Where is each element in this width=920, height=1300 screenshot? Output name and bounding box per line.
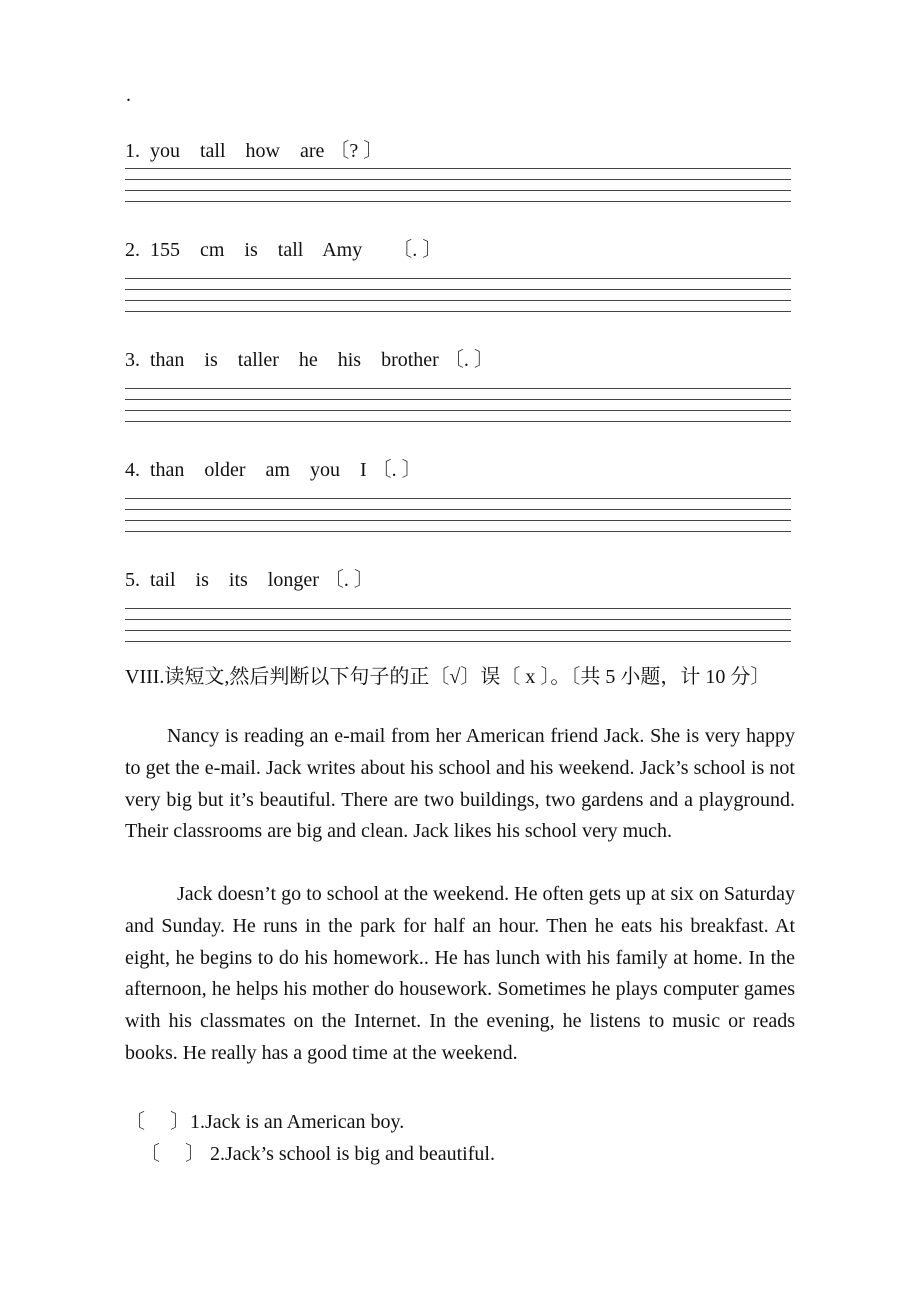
passage-paragraph-1: Nancy is reading an e-mail from her American friend Jack. She is very happy to get the e-mail. Jack writes about his school and his weekend. Jack’s school is not very big but it’s beautiful. There are two buildings, two gardens and a playground. Their classrooms are big and clean. Jack likes his school very much. bbox=[125, 725, 795, 843]
answer-lines-3[interactable] bbox=[125, 388, 791, 424]
judgment-item-1[interactable]: 〔 〕1.Jack is an American boy. bbox=[125, 1111, 405, 1133]
answer-lines-1[interactable] bbox=[125, 168, 791, 204]
question-1: 1. you tall how are 〔? 〕 bbox=[125, 140, 384, 162]
question-4: 4. than older am you I 〔. 〕 bbox=[125, 459, 422, 481]
answer-lines-2[interactable] bbox=[125, 278, 791, 314]
question-2: 2. 155 cm is tall Amy 〔. 〕 bbox=[125, 239, 443, 261]
question-3: 3. than is taller he his brother 〔. 〕 bbox=[125, 349, 494, 371]
answer-lines-5[interactable] bbox=[125, 608, 791, 644]
question-5: 5. tail is its longer 〔. 〕 bbox=[125, 569, 374, 591]
section-heading: VIII.读短文,然后判断以下句子的正〔√〕误〔 x 〕。〔共 5 小题，计 10 分〕 bbox=[125, 666, 771, 688]
top-mark: . bbox=[126, 84, 131, 106]
passage-paragraph-2: Jack doesn’t go to school at the weekend. He often gets up at six on Saturday and Sunday. He runs in the park for half an hour. Then he eats his breakfast. At eight, he begins to do his homework.. He has lunch with his family at home. In the afternoon, he helps his mother do housework. Sometimes he plays computer games with his classmates on the Internet. In the evening, he listens to music or reads books. He really has a good time at the weekend. bbox=[125, 883, 795, 1064]
answer-lines-4[interactable] bbox=[125, 498, 791, 534]
judgment-item-2[interactable]: 〔 〕 2.Jack’s school is big and beautiful. bbox=[140, 1143, 495, 1165]
